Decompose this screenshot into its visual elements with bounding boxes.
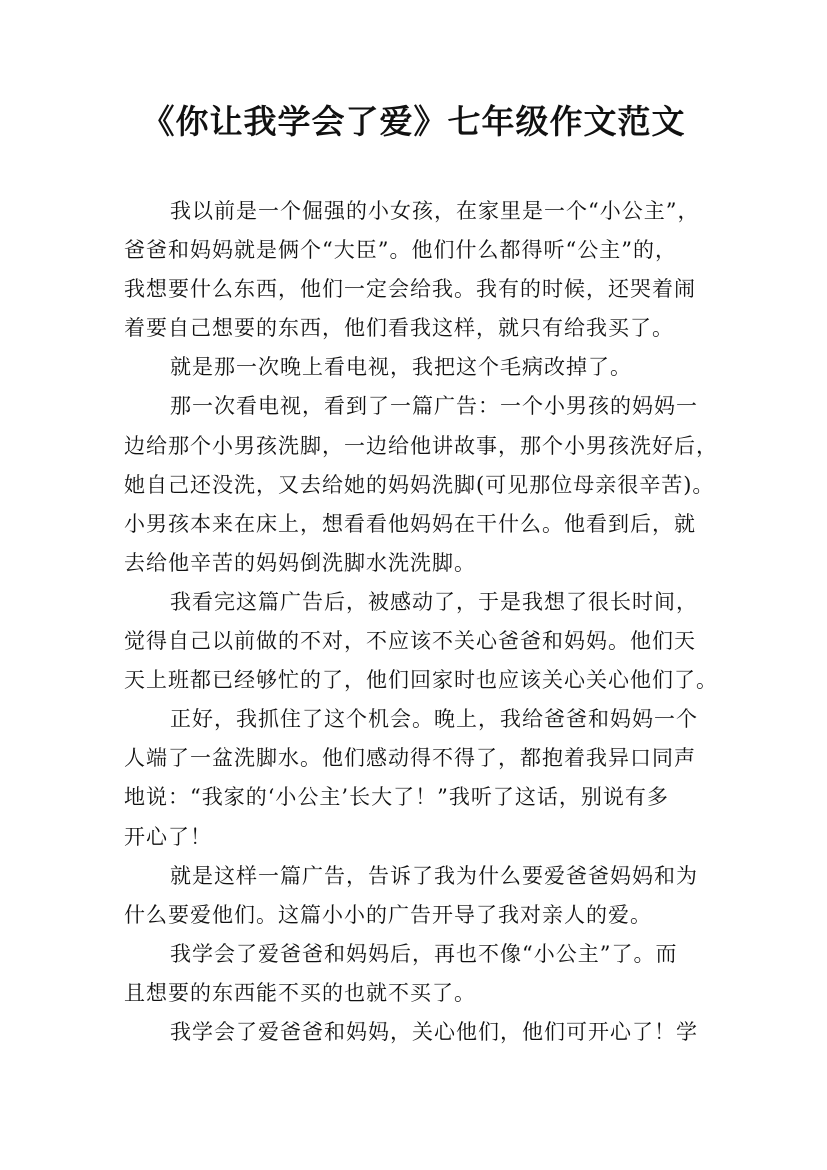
text-line: 就是这样一篇广告，告诉了我为什么要爱爸爸妈妈和为 xyxy=(170,863,698,888)
text-line: 什么要爱他们。这篇小小的广告开导了我对亲人的爱。 xyxy=(124,902,652,927)
text-line: 着要自己想要的东西，他们看我这样，就只有给我买了。 xyxy=(124,316,674,341)
text-line: 去给他辛苦的妈妈倒洗脚水洗洗脚。 xyxy=(124,550,476,575)
text-line: 我想要什么东西，他们一定会给我。我有的时候，还哭着闹 xyxy=(124,277,696,302)
text-line: 我学会了爱爸爸和妈妈后，再也不像“小公主”了。而 xyxy=(170,941,678,966)
text-line: 边给那个小男孩洗脚，一边给他讲故事，那个小男孩洗好后， xyxy=(124,433,718,458)
text-line: 人端了一盆洗脚水。他们感动得不得了，都抱着我异口同声 xyxy=(124,746,696,771)
text-line: 爸爸和妈妈就是俩个“大臣”。他们什么都得听“公主”的， xyxy=(124,238,677,263)
document-body xyxy=(124,192,724,1052)
text-line: 正好，我抓住了这个机会。晚上，我给爸爸和妈妈一个 xyxy=(170,707,698,732)
text-line: 天上班都已经够忙的了，他们回家时也应该关心关心他们了。 xyxy=(124,668,718,693)
text-line: 我看完这篇广告后，被感动了，于是我想了很长时间， xyxy=(170,589,698,614)
text-line: 小男孩本来在床上，想看看他妈妈在干什么。他看到后，就 xyxy=(124,511,696,536)
text-line: 我学会了爱爸爸和妈妈，关心他们，他们可开心了！学 xyxy=(170,1019,698,1044)
text-line: 她自己还没洗，又去给她的妈妈洗脚(可见那位母亲很辛苦)。 xyxy=(124,472,715,497)
text-line: 且想要的东西能不买的也就不买了。 xyxy=(124,980,476,1005)
text-line: 我以前是一个倔强的小女孩，在家里是一个“小公主”， xyxy=(170,199,700,223)
text-line: 觉得自己以前做的不对，不应该不关心爸爸和妈妈。他们天 xyxy=(124,629,696,654)
text-line: 开心了！ xyxy=(124,824,212,849)
text-line: 就是那一次晚上看电视，我把这个毛病改掉了。 xyxy=(170,355,632,380)
document-title: 《你让我学会了爱》七年级作文范文 xyxy=(141,102,686,141)
text-line: 地说：“我家的‘小公主’长大了！”我听了这话，别说有多 xyxy=(124,785,669,810)
text-line: 那一次看电视，看到了一篇广告：一个小男孩的妈妈一 xyxy=(170,394,698,419)
